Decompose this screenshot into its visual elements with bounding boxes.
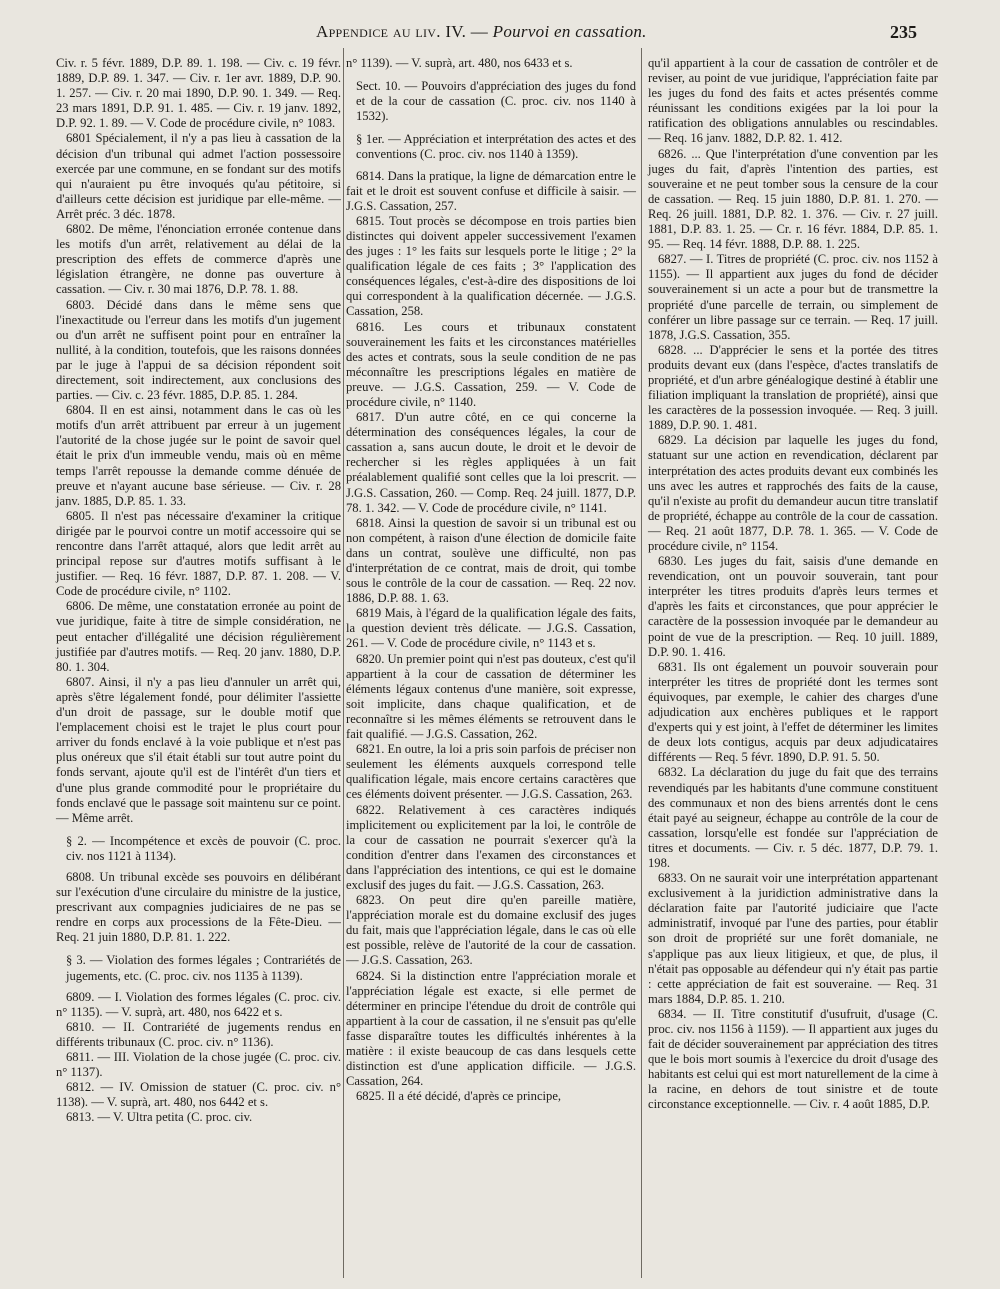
paragraph: 6811. — III. Violation de la chose jugée (C. proc. civ. n° 1137).: [56, 1050, 341, 1080]
paragraph: 6831. Ils ont également un pouvoir souverain pour interpréter les titres de propriété dont les termes sont équivoques, par exemple, le cahier des charges d'une adjudication aux enchères publiques et le rapport d'experts qui y est joint, à l'effet de déterminer les limites de deux lots contigus, acquis par deux adjudicataires différents — Req. 5 févr. 1890, D.P. 91. 5. 50.: [648, 659, 938, 765]
section-heading: Sect. 10. — Pouvoirs d'appréciation des juges du fond et de la cour de cassation (C. proc. civ. nos 1140 à 1532).: [356, 79, 636, 124]
paragraph: n° 1139). — V. suprà, art. 480, nos 6433 et s.: [346, 56, 573, 70]
paragraph: 6804. Il en est ainsi, notamment dans le cas où les motifs d'un arrêt attribuent par erreur à un jugement l'autorité de la chose jugée sur le point de savoir quel était le prix d'un immeuble vendu, mais où en même temps l'arrêt repousse la demande comme dénuée de preuve et n'ayant aucune base sérieuse. — Civ. r. 28 janv. 1885, D.P. 85. 1. 33.: [56, 403, 341, 508]
paragraph: Civ. r. 5 févr. 1889, D.P. 89. 1. 198. — Civ. c. 19 févr. 1889, D.P. 89. 1. 347. — Civ. r. 1er avr. 1889, D.P. 90. 1. 257. — Civ. r. 20 mai 1890, D.P. 90. 1. 349. — Req. 23 mars 1891, D.P. 91. 1. 485. — Civ. r. 19 janv. 1892, D.P. 92. 1. 89. — V. Code de procédure civile, n° 1083.: [56, 56, 341, 131]
page-number: 235: [890, 22, 917, 42]
text-column-2: [346, 56, 636, 1104]
paragraph: 6808. Un tribunal excède ses pouvoirs en délibérant sur l'exécution d'une circulaire du ministre de la justice, prescrivant aux compagnies judiciaires de ne pas se rendre en corps aux processions de la Fête-Dieu. — Req. 21 juin 1880, D.P. 81. 1. 222.: [56, 869, 341, 945]
running-header: [0, 22, 1000, 46]
paragraph: 6802. De même, l'énonciation erronée contenue dans les motifs d'un arrêt, relativement au délai de la prescription des effets de commerce d'après une législation étrangère, ne donne pas ouverture à cassation. — Civ. r. 30 mai 1876, D.P. 78. 1. 88.: [56, 222, 341, 297]
section-heading: § 2. — Incompétence et excès de pouvoir (C. proc. civ. nos 1121 à 1134).: [66, 833, 341, 863]
column-rule-2: [641, 48, 642, 1278]
paragraph: 6834. — II. Titre constitutif d'usufruit, d'usage (C. proc. civ. nos 1156 à 1159). — Il appartient aux juges du fait de décider souverainement par appréciation des titres que le bois mort soumis à l'exercice du droit d'usage des habitants est celui qui est mort naturellement de la cime à la racine, en dehors de tout sinistre et de toute circonstance exceptionnelle. — Civ. r. 4 août 1885, D.P.: [648, 1006, 938, 1112]
paragraph: 6812. — IV. Omission de statuer (C. proc. civ. n° 1138). — V. suprà, art. 480, nos 6442 et s.: [56, 1080, 341, 1110]
running-title-italic: Pourvoi en cassation.: [492, 22, 647, 41]
paragraph: qu'il appartient à la cour de cassation de contrôler et de reviser, au point de vue juridique, l'appréciation faite par les juges du fond des faits et actes présentés comme réunissant les conditions exigées par la loi pour la ratification des obligations annulables ou rescindables. — Req. 16 janv. 1882, D.P. 82. 1. 412.: [648, 56, 938, 146]
paragraph: 6816. Les cours et tribunaux constatent souverainement les faits et les circonstances matérielles des actes et contrats, sous la seule condition de ne pas méconnaître les prescriptions légales en matière de preuve. — J.G.S. Cassation, 259. — V. Code de procédure civile, n° 1140.: [346, 319, 636, 409]
paragraph: 6801 Spécialement, il n'y a pas lieu à cassation de la décision d'un tribunal qui admet l'action possessoire exercée par une commune, en se fondant sur des motifs qui n'auraient pu être invoqués qu'au pétitoire, si d'ailleurs cette décision est juridique par elle-même. — Arrêt préc. 3 déc. 1878.: [56, 131, 341, 221]
paragraph: 6807. Ainsi, il n'y a pas lieu d'annuler un arrêt qui, après s'être légalement fondé, pour délimiter l'assiette d'un droit de passage, sur le double motif que l'emplacement choisi est le trajet le plus court pour arriver du fonds enclavé à la voie publique et n'est pas plus onéreux que s'il était établi sur tout autre point du fonds servant, ajoute qu'il est de l'intérêt d'un tiers et d'une plus grande commodité pour le propriétaire du fonds enclavé que le passage soit maintenu sur ce point. — Même arrêt.: [56, 674, 341, 825]
paragraph: 6815. Tout procès se décompose en trois parties bien distinctes qui doivent appeler successivement l'examen des juges : 1° les faits sur lesquels porte le litige ; 2° la qualification légale de ces faits ; 3° l'application des conséquences légales, c'est-à-dire des dispositions de loi qui correspondent à la qualification décernée. — J.G.S. Cassation, 258.: [346, 213, 636, 319]
paragraph: 6814. Dans la pratique, la ligne de démarcation entre le fait et le droit est souvent confuse et difficile à saisir. — J.G.S. Cassation, 257.: [346, 168, 636, 213]
running-title-main: Appendice au liv. IV. —: [316, 22, 493, 41]
paragraph: 6824. Si la distinction entre l'appréciation morale et l'appréciation légale est exacte, si elle permet de déterminer en principe l'étendue du droit de contrôle qui appartient à la cour de cassation, il ne s'ensuit pas qu'elle fasse disparaître toutes les difficultés inhérentes à la matière : il existe beaucoup de cas dans lesquels cette distinction est d'une application difficile. — J.G.S. Cassation, 264.: [346, 968, 636, 1089]
paragraph: 6828. ... D'apprécier le sens et la portée des titres produits devant eux (dans l'espèce, d'actes translatifs de propriété, et d'un arbre généalogique destiné à établir une filiation impliquant la translation de propriété), ainsi que les caractères de la possession invoquée. — Req. 3 juill. 1889, D.P. 90. 1. 481.: [648, 342, 938, 433]
paragraph: 6827. — I. Titres de propriété (C. proc. civ. nos 1152 à 1155). — Il appartient aux juges du fond de décider souverainement si un acte a pour but de transmettre la propriété d'une parcelle de terrain, ou simplement de conférer un libre passage sur ce terrain. — Req. 17 juill. 1878, J.G.S. Cassation, 355.: [648, 252, 938, 342]
paragraph: 6809. — I. Violation des formes légales (C. proc. civ. n° 1135). — V. suprà, art. 480, nos 6422 et s.: [56, 989, 341, 1019]
text-column-3: [648, 56, 938, 1113]
paragraph: 6833. On ne saurait voir une interprétation appartenant exclusivement à la juridiction administrative dans la déclaration faite par l'autorité judiciaire que l'acte administratif, invoqué par l'une des parties, pour établir son droit de propriété sur une forêt domaniale, ne s'applique pas aux lieux litigieux, et que, de plus, il n'était pas opposable au défendeur qui n'y était pas partie : cette appréciation de fait est souveraine. — Req. 31 mars 1884, D.P. 85. 1. 210.: [648, 871, 938, 1006]
paragraph: 6820. Un premier point qui n'est pas douteux, c'est qu'il appartient à la cour de cassation de déterminer les éléments légaux contenus d'une manière, soit expresse, soit implicite, dans chaque qualification, et de reconnaître si les mêmes éléments se retrouvent dans le fait qualifié. — J.G.S. Cassation, 262.: [346, 651, 636, 742]
paragraph: 6832. La déclaration du juge du fait que des terrains revendiqués par les habitants d'une commune constituent des communaux et non des biens arrentés dont le cens était payé au seigneur, échappe au contrôle de la cour de cassation, lorsqu'elle est fondée sur l'appréciation de titres et documents. — Civ. r. 5 déc. 1877, D.P. 79. 1. 198.: [648, 765, 938, 870]
paragraph: 6805. Il n'est pas nécessaire d'examiner la critique dirigée par le pourvoi contre un motif accessoire qui se rencontre dans l'arrêt attaqué, alors que ledit arrêt au principal repose sur d'autres motifs suffisant à le justifier. — Req. 16 févr. 1887, D.P. 87. 1. 208. — V. Code de procédure civile, n° 1102.: [56, 508, 341, 599]
paragraph: 6826. ... Que l'interprétation d'une convention par les juges du fait, d'après l'intention des parties, est souveraine et ne peut tomber sous la censure de la cour de cassation. — Req. 15 juin 1880, D.P. 81. 1. 270. — Req. 26 juill. 1881, D.P. 82. 1. 376. — Civ. r. 27 juill. 1881, D.P. 83. 1. 25. — Cr. r. 16 févr. 1884, D.P. 85. 1. 95. — Req. 14 févr. 1888, D.P. 88. 1. 225.: [648, 146, 938, 252]
section-heading: § 1er. — Appréciation et interprétation des actes et des conventions (C. proc. civ. nos 1140 à 1359).: [356, 132, 636, 162]
paragraph: 6818. Ainsi la question de savoir si un tribunal est ou non compétent, à raison d'une élection de domicile faite dans un contrat, soulève une difficulté, non pas d'interprétation de ce contrat, mais de droit, qui tombe sous le contrôle de la cour de cassation. — Req. 22 nov. 1886, D.P. 88. 1. 63.: [346, 515, 636, 606]
paragraph: 6822. Relativement à ces caractères indiqués implicitement ou explicitement par la loi, le contrôle de la cour de cassation ne pourrait s'exercer qu'à la condition d'entrer dans l'examen des circonstances et dans l'appréciation des intentions, ce qui est le domaine exclusif des juges du fait. — J.G.S. Cassation, 263.: [346, 802, 636, 892]
paragraph: 6806. De même, une constatation erronée au point de vue juridique, faite à titre de simple considération, ne peut entacher d'illégalité une décision régulièrement justifiée par d'autres motifs. — Req. 20 janv. 1880, D.P. 80. 1. 304.: [56, 599, 341, 674]
paragraph: 6829. La décision par laquelle les juges du fond, statuant sur une action en revendication, déclarent par interprétation des actes produits devant eux combinés les uns avec les autres et rapprochés des faits de la cause, qu'il n'existe au profit du demandeur aucun titre translatif de propriété, échappe au contrôle de la cour de cassation. — Req. 21 août 1877, D.P. 78. 1. 365. — V. Code de procédure civile, n° 1154.: [648, 433, 938, 553]
paragraph: 6823. On peut dire qu'en pareille matière, l'appréciation morale est du domaine exclusif des juges du fait, mais que l'appréciation légale, dans le cas où elle est possible, relève de l'autorité de la cour de cassation. — J.G.S. Cassation, 263.: [346, 893, 636, 968]
paragraph: 6825. Il a été décidé, d'après ce principe,: [356, 1089, 562, 1104]
paragraph: 6817. D'un autre côté, en ce qui concerne la détermination des conséquences légales, la cour de cassation a, sans aucun doute, le droit et le devoir de rechercher si les règles appliquées à un fait préalablement qualifié sont celles que la loi prescrit. — J.G.S. Cassation, 260. — Comp. Req. 24 juill. 1877, D.P. 78. 1. 342. — V. Code de procédure civile, n° 1141.: [346, 410, 636, 515]
paragraph: 6819 Mais, à l'égard de la qualification légale des faits, la question devient très délicate. — J.G.S. Cassation, 261. — V. Code de procédure civile, n° 1143 et s.: [346, 606, 636, 651]
paragraph: 6821. En outre, la loi a pris soin parfois de préciser non seulement les éléments auxquels correspond telle qualification légale, mais encore certains caractères que ces éléments doivent présenter. — J.G.S. Cassation, 263.: [346, 742, 636, 802]
paragraph: 6830. Les juges du fait, saisis d'une demande en revendication, ont un pouvoir souverain, tant pour interpréter les titres produits d'après leurs termes et d'après les faits et circonstances, que pour apprécier le caractère de la possession invoquée par le demandeur au point de vue de la prescription. — Req. 10 juill. 1889, D.P. 90. 1. 416.: [648, 554, 938, 659]
column-rule-1: [343, 48, 344, 1278]
paragraph: 6813. — V. Ultra petita (C. proc. civ.: [66, 1110, 253, 1125]
text-column-1: [56, 56, 341, 1125]
section-heading: § 3. — Violation des formes légales ; Contrariétés de jugements, etc. (C. proc. civ. nos 1135 à 1139).: [66, 953, 341, 983]
running-title: [316, 22, 647, 42]
paragraph: 6803. Décidé dans dans le même sens que l'inexactitude ou l'erreur dans les motifs d'un jugement ou d'un arrêt ne suffisent point pour en entraîner la nullité, à la condition, toutefois, que les raisons données par le juge à l'appui de sa décision répondent soit directement, soit indirectement, aux conclusions des parties. — Civ. c. 23 févr. 1885, D.P. 85. 1. 284.: [56, 297, 341, 403]
paragraph: 6810. — II. Contrariété de jugements rendus en différents tribunaux (C. proc. civ. n° 1136).: [56, 1019, 341, 1049]
